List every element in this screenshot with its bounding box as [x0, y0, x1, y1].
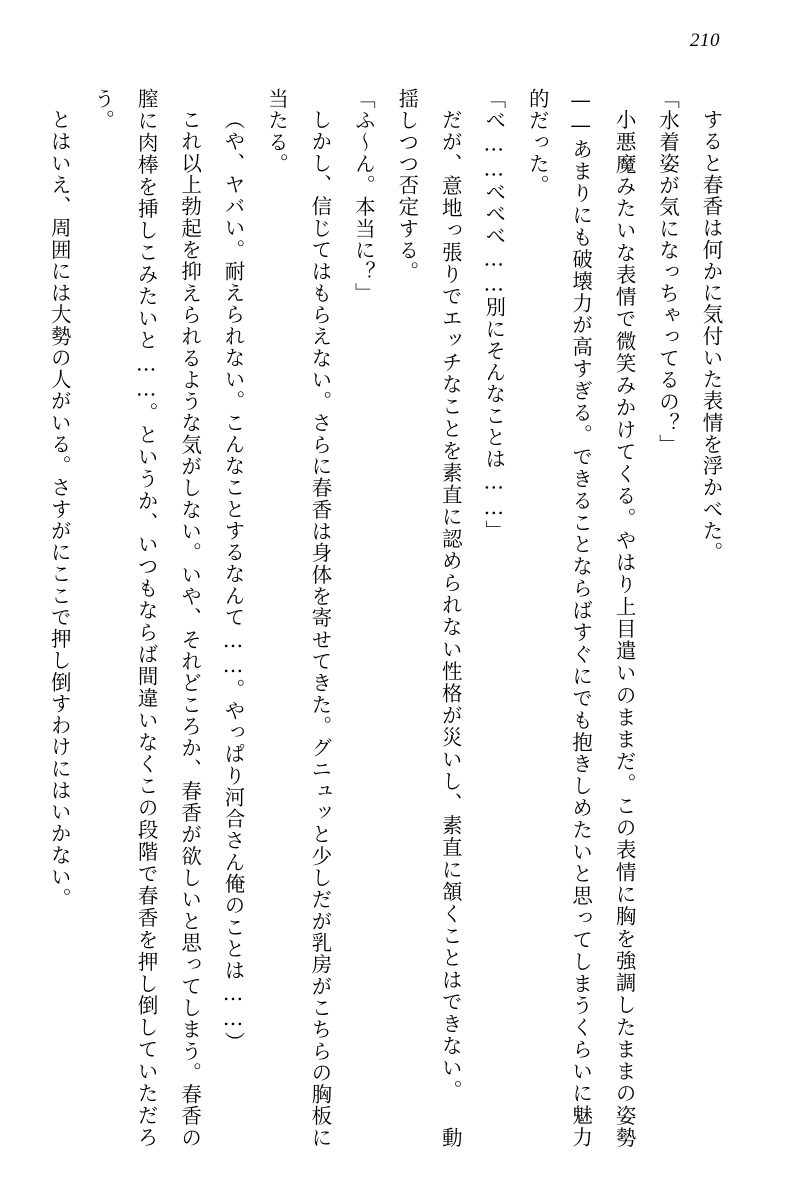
paragraph: だが、意地っ張りでエッチなことを素直に認められない性格が災いし、素直に頷くことはできない。 動揺しつつ否定する。	[394, 88, 463, 1148]
paragraph: これ以上勃起を抑えられるような気がしない。いや、それどころか、春香が欲しいと思ってしまう。春香の膣に肉棒を挿しこみたいと……。というか、いつもならば間違いなくこの段階で春香を押し倒していただろう。	[90, 88, 202, 1148]
paragraph: とはいえ、周囲には大勢の人がいる。さすがにここで押し倒すわけにはいかない。	[47, 108, 72, 909]
paragraph: 「水着姿が気になっちゃってるの？」	[655, 88, 680, 456]
paragraph: 小悪魔みたいな表情で微笑みかけてくる。やはり上目遣いのままだ。この表情に胸を強調したままの姿勢——あまりにも破壊力が高すぎる。できることならばすぐにでも抱きしめたいと思ってしまうくらいに魅力的だった。	[525, 88, 637, 1148]
paragraph: しかし、信じてはもらえない。さらに春香は身体を寄せてきた。グニュッと少しだが乳房がこちらの胸板に当たる。	[264, 88, 332, 1148]
page-text-body	[47, 88, 732, 1148]
paragraph: すると春香は何かに気付いた表情を浮かべた。	[699, 108, 723, 563]
page-number: 210	[690, 30, 720, 51]
paragraph: 「ふ〜ん。本当に？」	[351, 88, 376, 305]
paragraph: 「べ……べべべ……別にそんなことは……」	[481, 88, 506, 542]
paragraph: （や、ヤバい。耐えられない。こんなことするなんて……。やっぱり河合さん俺のことは……）	[221, 108, 246, 1053]
